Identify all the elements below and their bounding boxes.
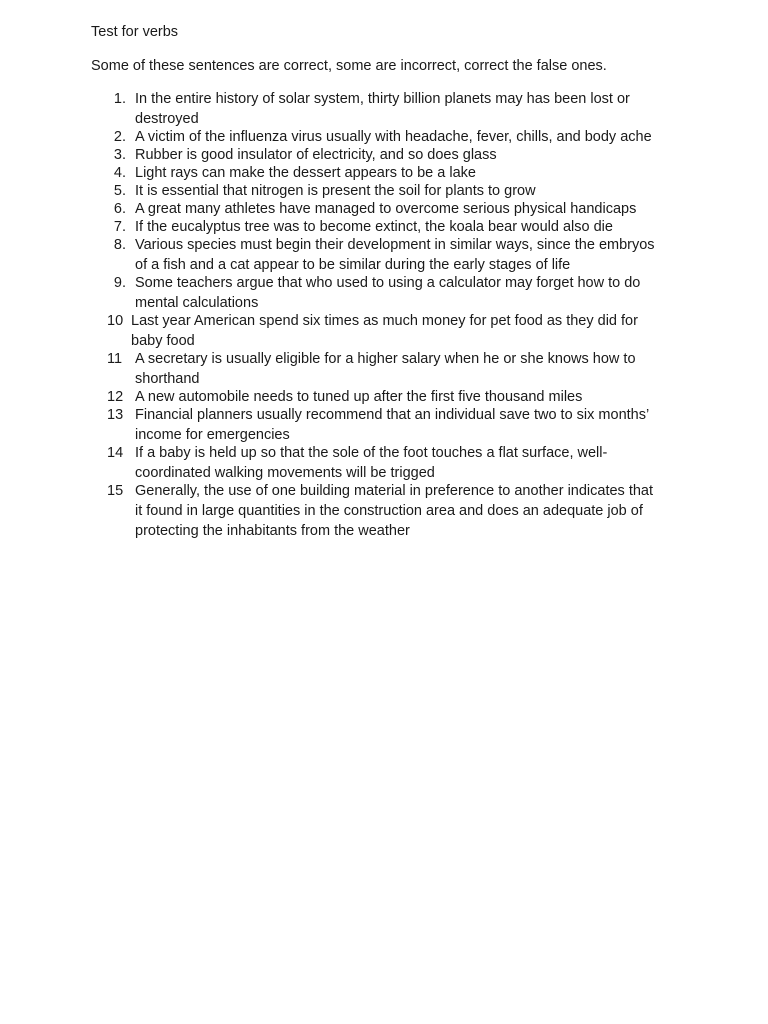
item-text	[135, 350, 683, 388]
item-number: 3.	[113, 147, 126, 163]
item-number: 12	[107, 389, 124, 405]
item-number: 7.	[113, 219, 126, 235]
item-number: 14	[107, 445, 124, 461]
list-item	[0, 312, 768, 350]
list-item	[0, 274, 768, 312]
item-text-line: It is essential that nitrogen is present the soil for plants to grow	[135, 183, 536, 199]
item-text-line: Some teachers argue that who used to using a calculator may forget how to do	[135, 275, 641, 291]
item-number: 2.	[113, 129, 126, 145]
list-item	[0, 182, 768, 200]
item-text-line: coordinated walking movements will be trigged	[135, 465, 435, 481]
item-text	[135, 182, 683, 200]
item-text-line: Generally, the use of one building material in preference to another indicates that	[135, 483, 654, 499]
item-number: 4.	[113, 165, 126, 181]
item-text-line: A secretary is usually eligible for a higher salary when he or she knows how to	[135, 351, 636, 367]
item-text-line: it found in large quantities in the construction area and does an adequate job of	[135, 503, 643, 519]
item-text-line: Last year American spend six times as much money for pet food as they did for	[131, 313, 638, 329]
item-text-line: baby food	[131, 333, 195, 349]
item-text-line: destroyed	[135, 111, 199, 127]
item-number: 9.	[113, 275, 126, 291]
list-item	[0, 444, 768, 482]
item-text	[131, 312, 679, 350]
list-item	[0, 406, 768, 444]
item-number: 10	[107, 313, 124, 329]
item-text	[135, 218, 683, 236]
item-text	[135, 90, 683, 128]
item-text-line: If the eucalyptus tree was to become extinct, the koala bear would also die	[135, 219, 613, 235]
item-text-line: Light rays can make the dessert appears to be a lake	[135, 165, 476, 181]
list-item	[0, 388, 768, 406]
item-text-line: of a fish and a cat appear to be similar during the early stages of life	[135, 257, 571, 273]
item-text	[135, 236, 683, 274]
item-text-line: A great many athletes have managed to overcome serious physical handicaps	[135, 201, 637, 217]
item-text-line: protecting the inhabitants from the weather	[135, 523, 410, 539]
item-text-line: A victim of the influenza virus usually with headache, fever, chills, and body ache	[135, 129, 652, 145]
item-number: 6.	[113, 201, 126, 217]
item-text	[135, 406, 683, 444]
item-number: 1.	[113, 91, 126, 107]
item-text	[135, 146, 683, 164]
item-text	[135, 274, 683, 312]
item-text-line: A new automobile needs to tuned up after the first five thousand miles	[135, 389, 583, 405]
item-text-line: Various species must begin their development in similar ways, since the embryos	[135, 237, 655, 253]
list-item	[0, 146, 768, 164]
list-item	[0, 350, 768, 388]
item-text-line: Rubber is good insulator of electricity, and so does glass	[135, 147, 497, 163]
list-item	[0, 218, 768, 236]
item-text-line: mental calculations	[135, 295, 259, 311]
exercise-list	[0, 90, 768, 540]
item-number: 15	[107, 483, 124, 499]
item-number: 13	[107, 407, 124, 423]
item-number: 5.	[113, 183, 126, 199]
item-number: 11	[107, 351, 123, 367]
item-text	[135, 128, 683, 146]
list-item	[0, 482, 768, 540]
list-item	[0, 90, 768, 128]
item-number: 8.	[113, 237, 126, 253]
item-text-line: shorthand	[135, 371, 200, 387]
list-item	[0, 200, 768, 218]
list-item	[0, 164, 768, 182]
item-text	[135, 200, 683, 218]
list-item	[0, 236, 768, 274]
item-text-line: If a baby is held up so that the sole of the foot touches a flat surface, well-	[135, 445, 608, 461]
item-text-line: In the entire history of solar system, thirty billion planets may has been lost or	[135, 91, 630, 107]
item-text	[135, 164, 683, 182]
list-item	[0, 128, 768, 146]
item-text-line: Financial planners usually recommend that an individual save two to six months’	[135, 407, 650, 423]
instructions-text: Some of these sentences are correct, some are incorrect, correct the false ones.	[91, 58, 607, 74]
item-text-line: income for emergencies	[135, 427, 290, 443]
item-text	[135, 444, 683, 482]
document-title: Test for verbs	[91, 24, 179, 40]
item-text	[135, 388, 683, 406]
item-text	[135, 482, 683, 540]
